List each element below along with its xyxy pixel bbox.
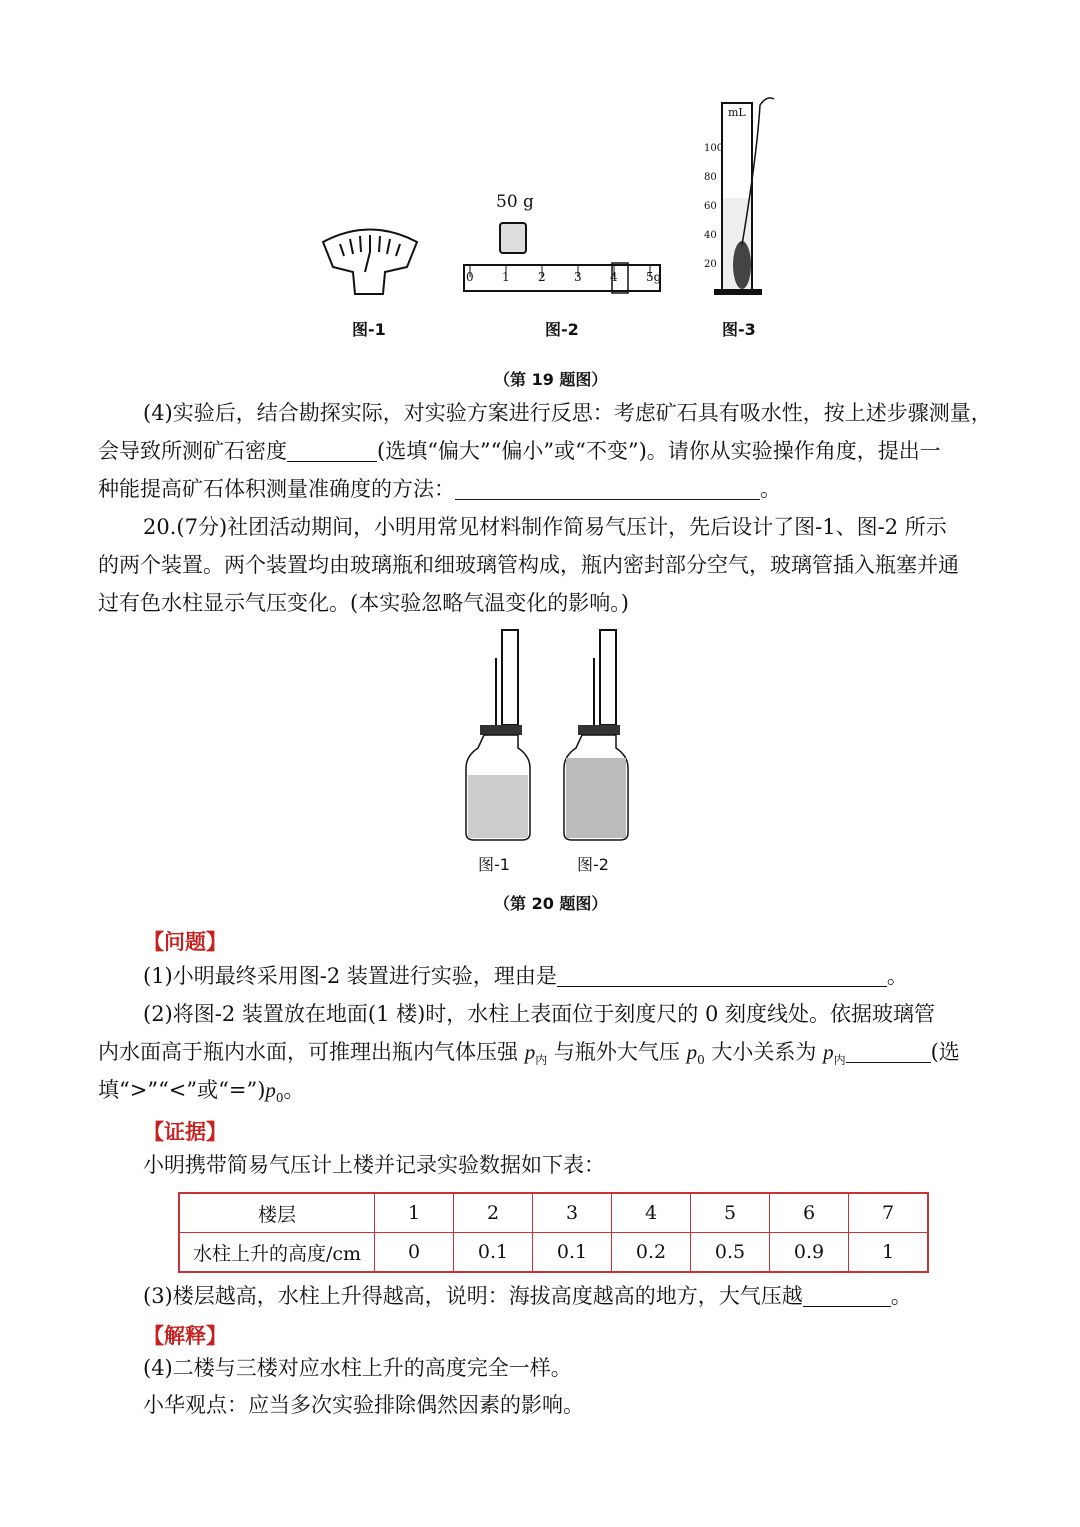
- tick: 80: [704, 172, 717, 183]
- symbol: 内: [833, 1053, 846, 1068]
- tick: 40: [704, 230, 717, 241]
- row-header: 楼层: [179, 1193, 375, 1233]
- text: (1)小明最终采用图-2 装置进行实验，理由是: [143, 964, 557, 988]
- evidence-intro: 小明携带简易气压计上楼并记录实验数据如下表：: [143, 1153, 605, 1177]
- fig20-label-1: 图-1: [478, 855, 510, 874]
- text: 与瓶外大气压: [553, 1040, 680, 1064]
- symbol: p: [686, 1040, 698, 1064]
- table-row: [179, 1193, 928, 1233]
- q3: [143, 1277, 1035, 1315]
- q20-line3: 过有色水柱显示气压变化。(本实验忽略气温变化的影响。): [98, 591, 629, 615]
- cell: 0.2: [612, 1233, 691, 1273]
- data-table: [178, 1192, 929, 1273]
- tick: 5g: [646, 270, 662, 284]
- cell: 7: [849, 1193, 929, 1233]
- tick: 1: [502, 270, 510, 284]
- text: 会导致所测矿石密度: [98, 439, 287, 463]
- answer-blank[interactable]: [803, 1284, 891, 1307]
- text: 。: [886, 964, 908, 988]
- figure-19-1-scale-dial: [315, 222, 425, 302]
- tick: 0: [466, 270, 474, 284]
- q4-view: 小华观点：应当多次实验排除偶然因素的影响。: [143, 1393, 584, 1417]
- section-explain: 【解释】: [143, 1323, 227, 1348]
- text: (选: [930, 1040, 960, 1064]
- section-problem: 【问题】: [143, 929, 227, 954]
- answer-blank[interactable]: [557, 964, 887, 987]
- cell: 4: [612, 1193, 691, 1233]
- figure-19-2-weight-ruler: [462, 215, 662, 297]
- symbol: 0: [275, 1091, 284, 1106]
- cell: 0.1: [454, 1233, 533, 1273]
- text: 。: [283, 1078, 305, 1102]
- answer-blank[interactable]: [287, 439, 377, 462]
- text: 种能提高矿石体积测量准确度的方法：: [98, 477, 455, 501]
- text: 。: [890, 1284, 912, 1308]
- symbol: 0: [697, 1053, 705, 1068]
- fig20-label-2: 图-2: [577, 855, 609, 874]
- fig19-label-1: 图-1: [352, 320, 386, 339]
- symbol: p: [265, 1078, 276, 1102]
- text: 填“>”“<”或“=”): [98, 1078, 266, 1102]
- fig19-caption: （第 19 题图）: [494, 370, 608, 389]
- ruler-ticks: [466, 270, 666, 284]
- q1: [143, 957, 1035, 995]
- cell: 3: [533, 1193, 612, 1233]
- q20-line1: 20.(7分)社团活动期间，小明用常见材料制作简易气压计，先后设计了图-1、图-2 所示: [143, 515, 947, 539]
- fig20-caption: （第 20 题图）: [494, 894, 608, 913]
- cell: 0: [375, 1233, 454, 1273]
- tick: 2: [538, 270, 546, 284]
- tick: 60: [704, 201, 717, 212]
- symbol: p: [524, 1040, 536, 1064]
- q19-4-line1: (4)实验后，结合勘探实际，对实验方案进行反思：考虑矿石具有吸水性，按上述步骤测量，: [143, 401, 992, 425]
- answer-blank[interactable]: [846, 1040, 931, 1063]
- symbol: 内: [535, 1053, 548, 1068]
- q2-line1: (2)将图-2 装置放在地面(1 楼)时，水柱上表面位于刻度尺的 0 刻度线处。依据玻璃管: [143, 1002, 936, 1026]
- text: 。: [760, 477, 781, 501]
- cell: 5: [691, 1193, 770, 1233]
- tick: 20: [704, 259, 717, 270]
- table-row: [179, 1233, 928, 1273]
- text: 内水面高于瓶内水面，可推理出瓶内气体压强: [98, 1040, 518, 1064]
- tick: 100: [704, 143, 724, 154]
- tick: 3: [574, 270, 582, 284]
- weight-label: 50 g: [496, 192, 534, 212]
- cylinder-unit: mL: [728, 106, 746, 119]
- cell: 6: [770, 1193, 849, 1233]
- answer-blank[interactable]: [455, 477, 760, 500]
- fig19-label-3: 图-3: [722, 320, 756, 339]
- section-evidence: 【证据】: [143, 1119, 227, 1144]
- cell: 0.5: [691, 1233, 770, 1273]
- q19-4-line3: [98, 470, 990, 508]
- tick: 4: [610, 270, 618, 284]
- q19-4-line2: [98, 432, 990, 470]
- symbol: p: [823, 1040, 834, 1064]
- figure-20-barometers: [460, 628, 640, 848]
- q20-line2: 的两个装置。两个装置均由玻璃瓶和细玻璃管构成，瓶内密封部分空气，玻璃管插入瓶塞并通: [98, 553, 959, 577]
- text: 大小关系为: [711, 1040, 817, 1064]
- cylinder-ticks: [704, 134, 723, 279]
- text: (选填“偏大”“偏小”或“不变”)。请你从实验操作角度，提出一: [377, 439, 941, 463]
- fig19-label-2: 图-2: [545, 320, 579, 339]
- text: (3)楼层越高，水柱上升得越高，说明：海拔高度越高的地方，大气压越: [143, 1284, 803, 1308]
- cell: 1: [849, 1233, 929, 1273]
- cell: 0.9: [770, 1233, 849, 1273]
- q4: (4)二楼与三楼对应水柱上升的高度完全一样。: [143, 1356, 572, 1380]
- cell: 0.1: [533, 1233, 612, 1273]
- row-header: 水柱上升的高度/cm: [179, 1233, 375, 1273]
- cell: 1: [375, 1193, 454, 1233]
- q2-line3: [98, 1071, 990, 1117]
- cell: 2: [454, 1193, 533, 1233]
